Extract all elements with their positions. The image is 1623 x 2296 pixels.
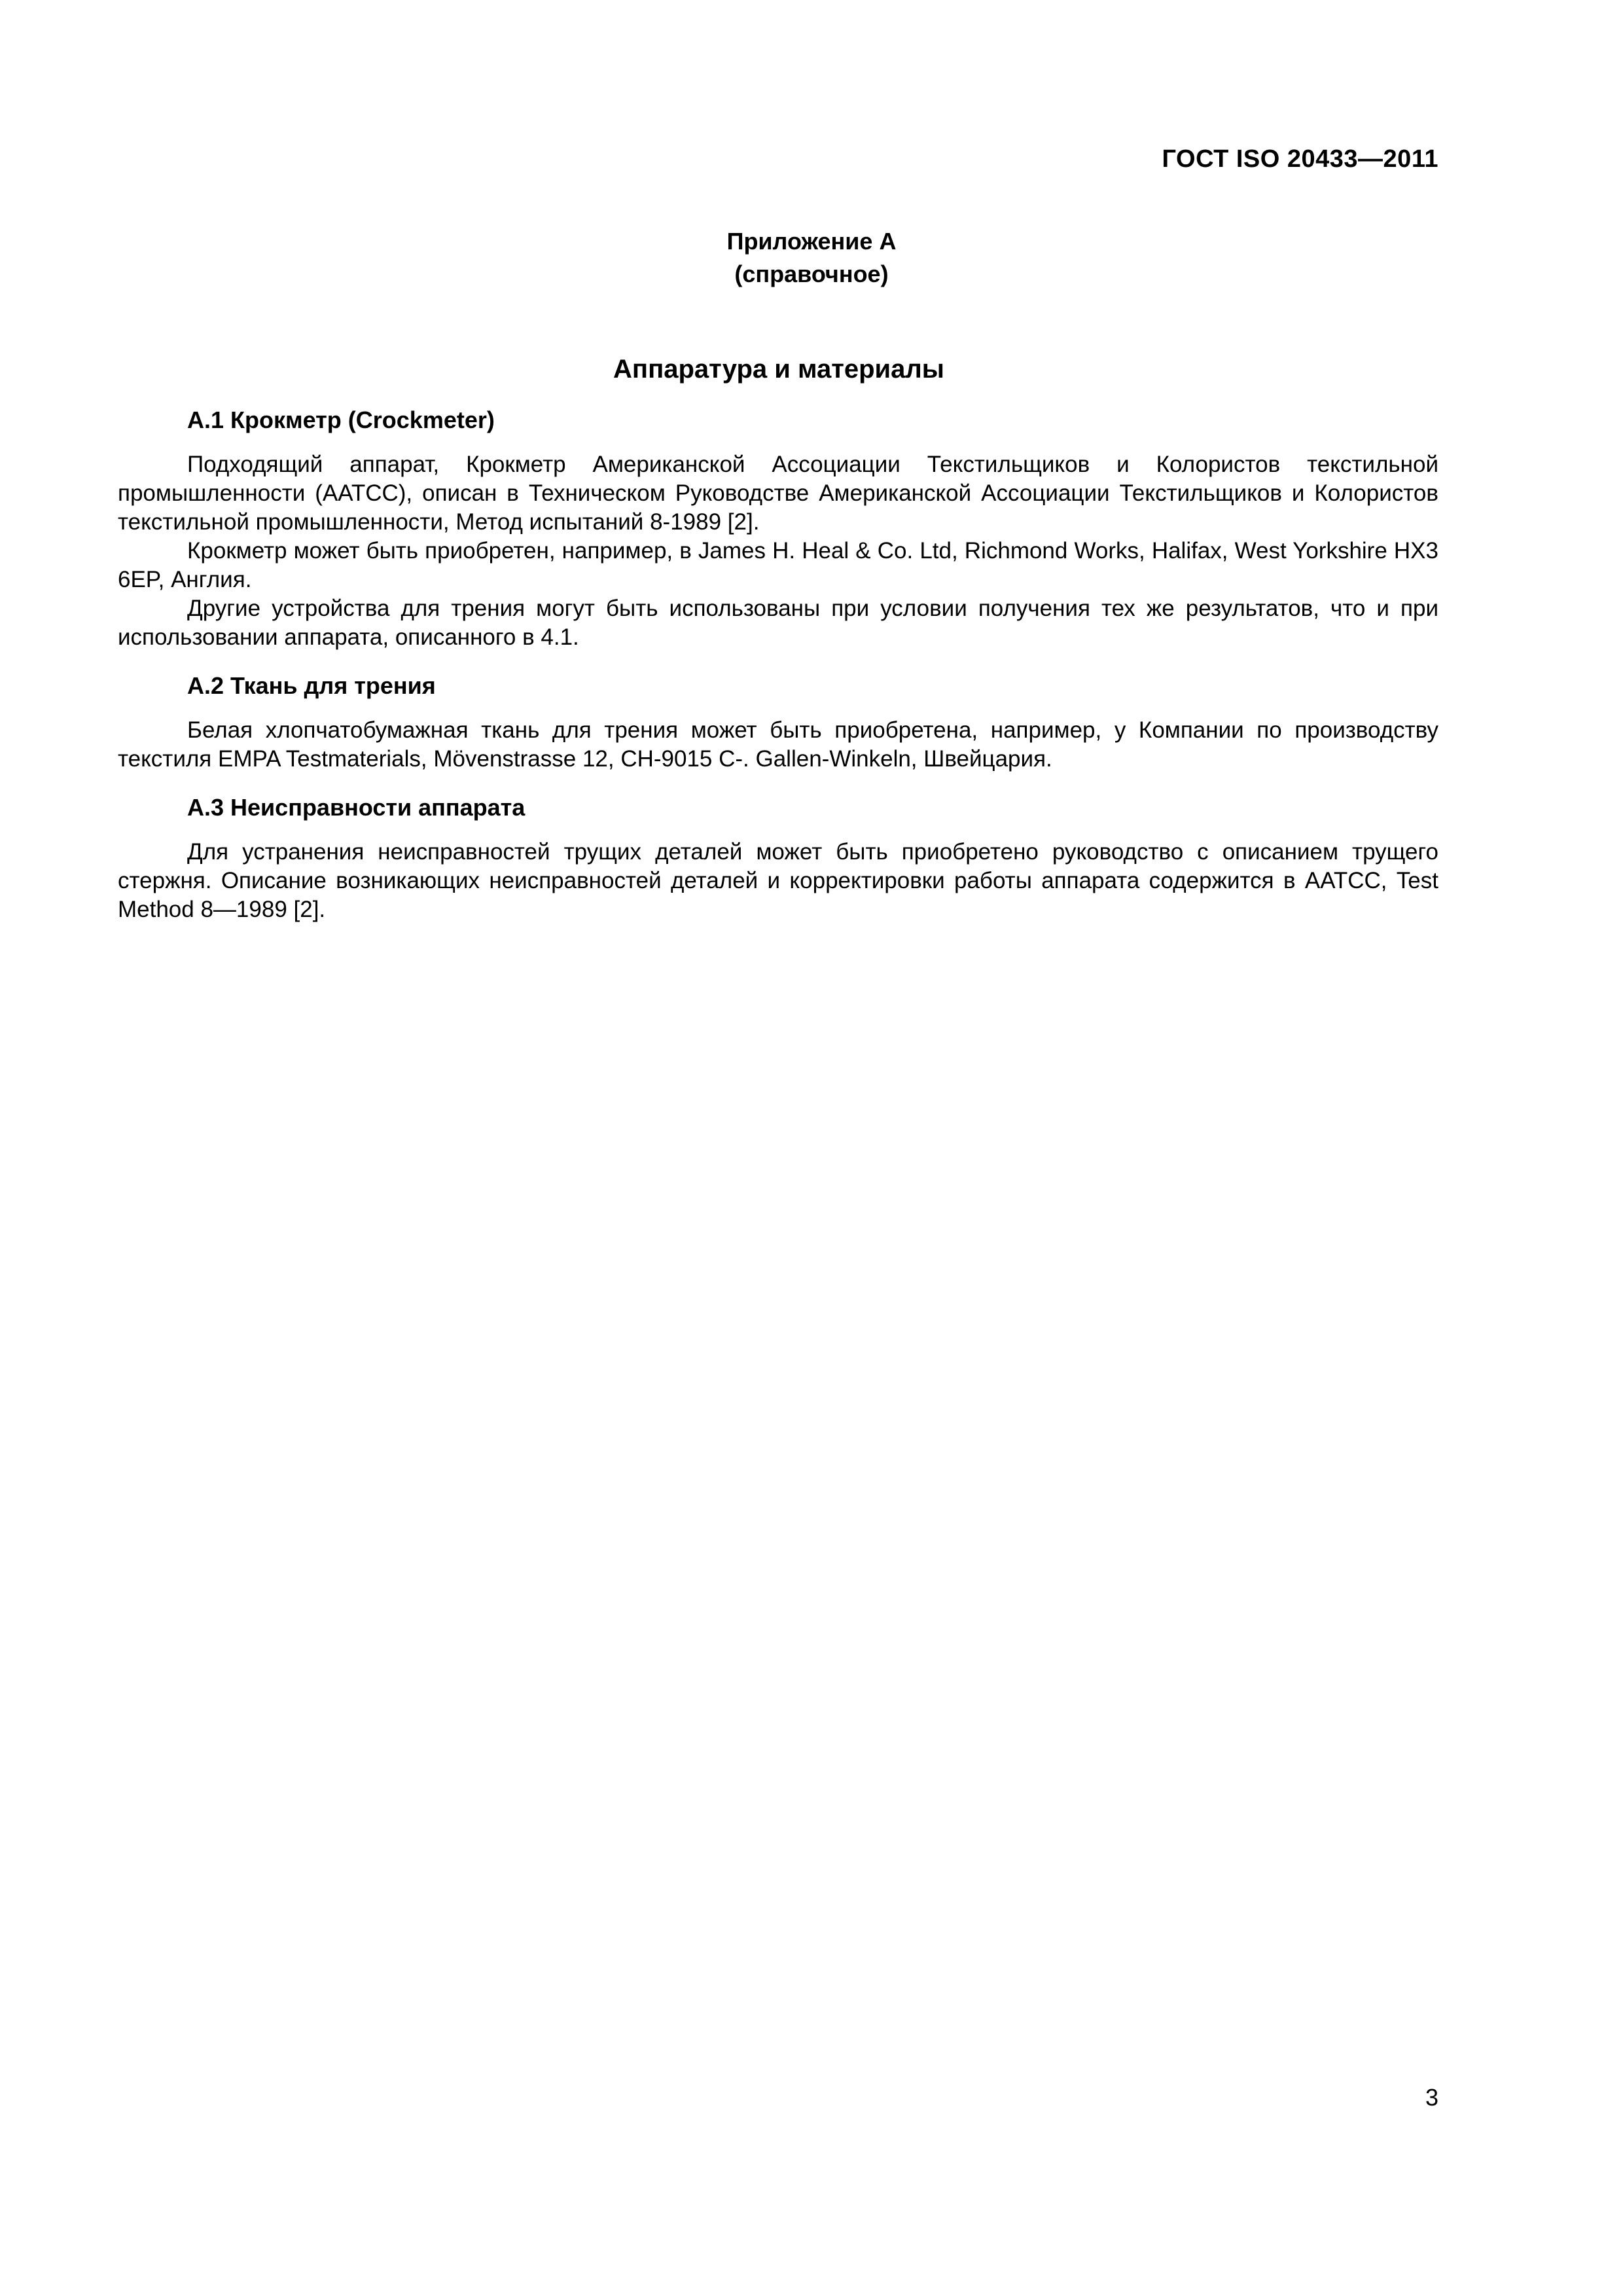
section-spacer bbox=[118, 652, 1438, 672]
paragraph: Для устранения неисправностей трущих деталей может быть приобретено руководство с описанием трущего стержня. Описание возникающих неисправностей деталей и корректировки работы аппарата содержится в ААТСС, Test Method 8—1989 [2]. bbox=[118, 839, 1438, 922]
section-spacer bbox=[118, 774, 1438, 793]
paragraph: Крокметр может быть приобретен, например, в James H. Heal & Co. Ltd, Richmond Works, Halifax, West Yorkshire HX3 6EP, Англия. bbox=[118, 538, 1438, 592]
section-heading: А.1 Крокметр (Crockmeter) bbox=[187, 406, 495, 433]
appendix-label: Приложение А bbox=[726, 228, 897, 255]
section-a2 bbox=[118, 672, 1438, 774]
section-a3 bbox=[118, 793, 1438, 924]
document-body bbox=[118, 406, 1438, 924]
appendix-status: (справочное) bbox=[734, 260, 889, 287]
paragraph: Белая хлопчатобумажная ткань для трения может быть приобретена, например, у Компании по производству текстиля EMPA Testmaterials, Mövenstrasse 12, CH-9015 C-. Gallen-Winkeln, Швейцария. bbox=[118, 717, 1438, 772]
appendix-title: Аппаратура и материалы bbox=[613, 355, 944, 384]
section-a1 bbox=[118, 406, 1438, 652]
appendix-label-block bbox=[0, 225, 1623, 291]
paragraph: Другие устройства для трения могут быть использованы при условии получения тех же результатов, что и при использовании аппарата, описанного в 4.1. bbox=[118, 596, 1438, 650]
page-number: 3 bbox=[1425, 2084, 1438, 2111]
section-heading: А.3 Неисправности аппарата bbox=[187, 794, 526, 821]
standard-code-header: ГОСТ ISO 20433—2011 bbox=[1162, 145, 1438, 173]
section-heading: А.2 Ткань для трения bbox=[187, 672, 436, 699]
paragraph: Подходящий аппарат, Крокметр Американской Ассоциации Текстильщиков и Колористов текстильной промышленности (ААТСС), описан в Техническом Руководстве Американской Ассоциации Текстильщиков и Колористов текстильной промышленности, Метод испытаний 8-1989 [2]. bbox=[118, 452, 1438, 535]
